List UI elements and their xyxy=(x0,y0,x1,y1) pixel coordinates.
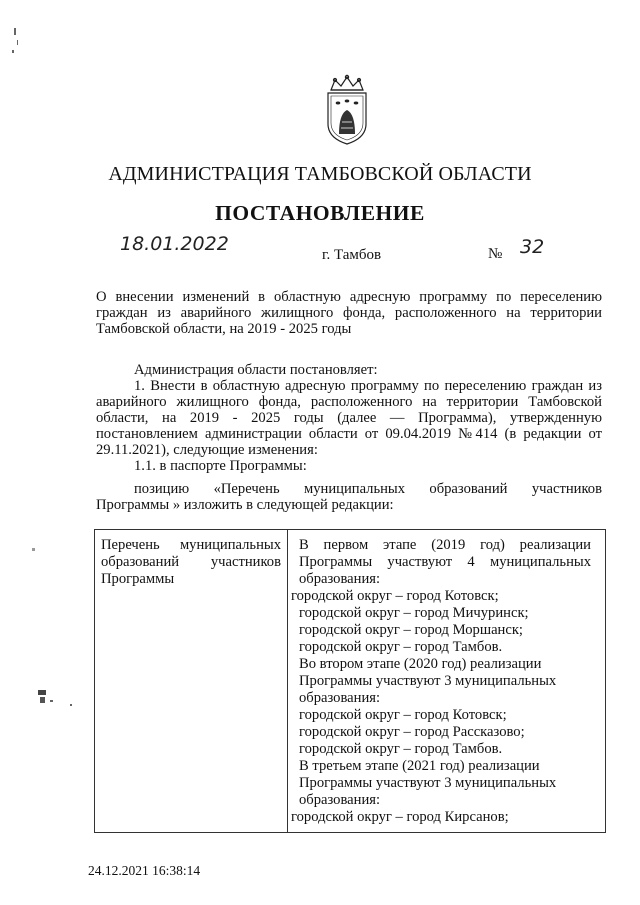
table-right-cell-line: В третьем этапе (2021 год) реализации xyxy=(299,758,540,774)
title-line: граждан из аварийного жилищного фонда, расположенного на территории xyxy=(96,305,602,321)
organization-name: АДМИНИСТРАЦИЯ ТАМБОВСКОЙ ОБЛАСТИ xyxy=(108,163,532,185)
table-right-cell-line: Во втором этапе (2020 год) реализации xyxy=(299,656,542,672)
coat-of-arms-icon xyxy=(321,74,373,146)
table-right-cell-line: образования: xyxy=(299,571,381,587)
body-line: Программы » изложить в следующей редакции: xyxy=(96,497,394,513)
table-left-cell-line: Программы xyxy=(101,571,175,587)
body-paragraph: 1. Внести в областную адресную программу по переселению граждан из xyxy=(134,378,602,394)
body-line: постановлением администрации области от 09.04.2019 №414 (в редакции от xyxy=(96,426,602,442)
table-right-cell-line: городской округ – город Котовск; xyxy=(291,588,499,604)
table-right-cell-line: городской округ – город Тамбов. xyxy=(299,741,503,757)
title-line: Тамбовской области, на 2019 - 2025 годы xyxy=(96,321,352,337)
table-right-cell-line: образования: xyxy=(299,690,381,706)
table-right-cell-line: Программы участвуют 3 муниципальных xyxy=(299,673,557,689)
table-right-cell-line: городской округ – город Котовск; xyxy=(299,707,507,723)
table-right-cell-line: городской округ – город Рассказово; xyxy=(299,724,525,740)
table-left-cell-line: Перечень муниципальных xyxy=(101,537,281,553)
table-right-cell-line: Программы участвуют 4 муниципальных xyxy=(299,554,591,570)
print-timestamp: 24.12.2021 16:38:14 xyxy=(88,863,201,878)
document-date: 18.01.2022 xyxy=(120,233,229,255)
document-number: 32 xyxy=(520,236,545,258)
table-right-cell-line: городской округ – город Мичуринск; xyxy=(299,605,529,621)
table-right-cell-line: городской округ – город Кирсанов; xyxy=(291,809,509,825)
document-city: г. Тамбов xyxy=(322,247,382,263)
number-label: № xyxy=(488,246,503,262)
body-paragraph: Администрация области постановляет: xyxy=(134,362,378,378)
table-right-cell-line: образования: xyxy=(299,792,381,808)
body-paragraph: 1.1. в паспорте Программы: xyxy=(134,458,307,474)
document-type: ПОСТАНОВЛЕНИЕ xyxy=(215,201,425,225)
body-line: области, на 2019 - 2025 годы (далее — Программа), утвержденную xyxy=(96,410,602,426)
table-right-cell-line: В первом этапе (2019 год) реализации xyxy=(299,537,591,553)
body-line: 29.11.2021), следующие изменения: xyxy=(96,442,318,458)
title-line: О внесении изменений в областную адресную программу по переселению xyxy=(96,289,602,305)
table-divider xyxy=(287,530,288,832)
body-paragraph: позицию «Перечень муниципальных образований участников xyxy=(134,481,602,497)
body-line: аварийного жилищного фонда, расположенного на территории Тамбовской xyxy=(96,394,602,410)
table-left-cell-line: образований участников xyxy=(101,554,281,570)
table-right-cell-line: Программы участвуют 3 муниципальных xyxy=(299,775,557,791)
table-right-cell-line: городской округ – город Моршанск; xyxy=(299,622,523,638)
table-right-cell-line: городской округ – город Тамбов. xyxy=(299,639,503,655)
program-position-table xyxy=(94,529,606,833)
